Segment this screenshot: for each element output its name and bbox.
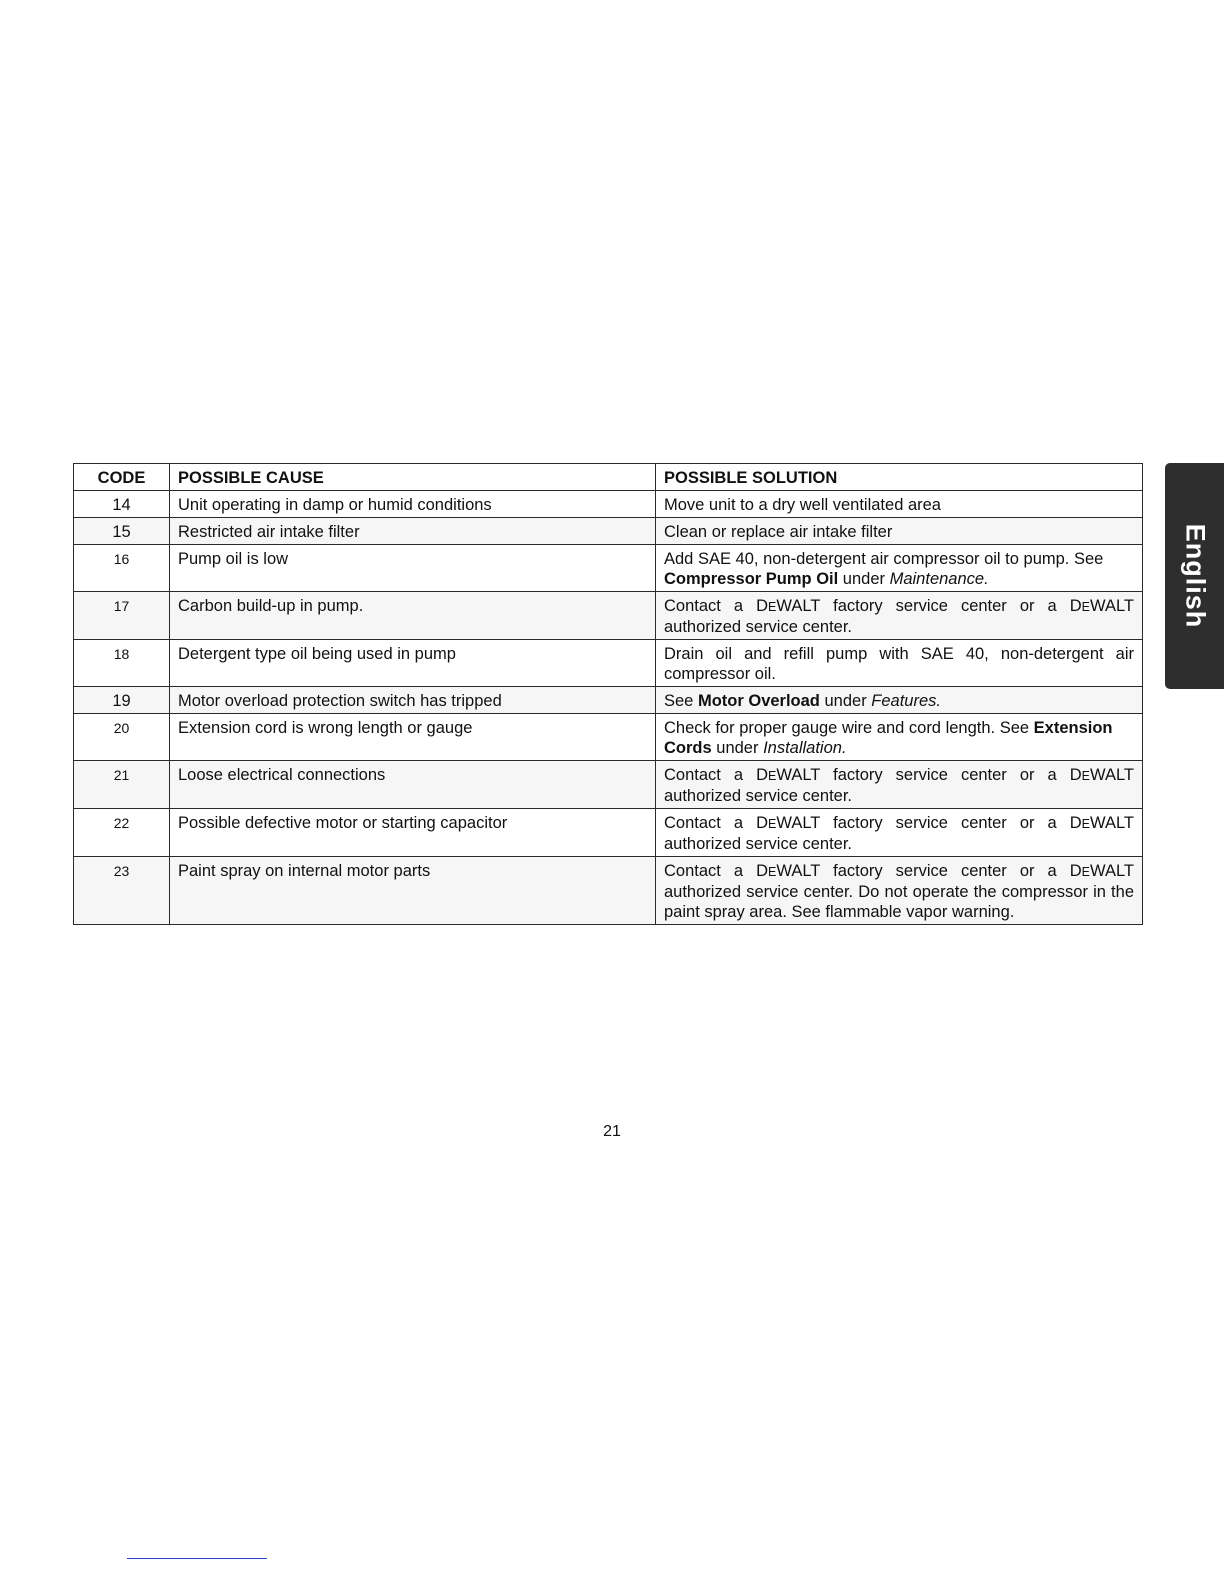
brand-small-cap: E: [1081, 817, 1091, 831]
cause-cell: Extension cord is wrong length or gauge: [170, 714, 656, 761]
code-cell: 17: [74, 592, 170, 640]
table-row: [74, 640, 1143, 687]
cause-cell: Possible defective motor or starting capacitor: [170, 809, 656, 857]
code-cell: 16: [74, 545, 170, 592]
table-row: [74, 592, 1143, 640]
solution-text: WALT factory service center or a D: [776, 814, 1082, 832]
solution-text: Add SAE 40, non-detergent air compressor oil to pump. See: [664, 550, 1104, 568]
solution-reference-italic: Maintenance.: [889, 570, 989, 588]
table-row: [74, 491, 1143, 518]
troubleshooting-table: [73, 463, 1143, 925]
footer-rule: [127, 1558, 267, 1559]
cause-cell: Paint spray on internal motor parts: [170, 857, 656, 925]
solution-text: WALT authorized service center.: [664, 814, 1135, 853]
header-possible-cause: POSSIBLE CAUSE: [170, 464, 656, 491]
solution-text: WALT authorized service center. Do not operate the compressor in the paint spray area. See flammable vapor warning.: [664, 862, 1135, 921]
solution-text-under: under: [824, 692, 867, 710]
table-row: [74, 857, 1143, 925]
table-row: [74, 809, 1143, 857]
solution-cell: Move unit to a dry well ventilated area: [656, 491, 1143, 518]
solution-text: Contact a D: [664, 814, 769, 832]
solution-text-under: under: [716, 739, 759, 757]
code-cell: 23: [74, 857, 170, 925]
solution-cell: [656, 545, 1143, 592]
brand-small-cap: E: [768, 769, 777, 783]
header-code: CODE: [74, 464, 170, 491]
solution-cell: Drain oil and refill pump with SAE 40, non-detergent air compressor oil.: [656, 640, 1143, 687]
language-tab: [1165, 463, 1224, 689]
solution-reference-bold: Extension Cords: [664, 719, 1113, 757]
brand-small-cap: E: [1081, 769, 1091, 783]
solution-text: Contact a D: [664, 597, 769, 615]
code-cell: 19: [74, 687, 170, 714]
solution-text: WALT factory service center or a D: [776, 766, 1082, 784]
code-cell: 18: [74, 640, 170, 687]
solution-cell: [656, 857, 1143, 925]
solution-text-under: under: [842, 570, 885, 588]
solution-text: WALT factory service center or a D: [776, 597, 1082, 615]
cause-cell: Restricted air intake filter: [170, 518, 656, 545]
solution-text: WALT authorized service center.: [664, 597, 1135, 636]
solution-text: WALT factory service center or a D: [776, 862, 1082, 880]
solution-reference-bold: Motor Overload: [697, 692, 820, 710]
cause-cell: Unit operating in damp or humid conditions: [170, 491, 656, 518]
brand-small-cap: E: [1081, 865, 1091, 879]
solution-cell: [656, 687, 1143, 714]
header-possible-solution: POSSIBLE SOLUTION: [656, 464, 1143, 491]
brand-small-cap: E: [768, 600, 777, 614]
solution-text: Contact a D: [664, 766, 769, 784]
code-cell: 15: [74, 518, 170, 545]
solution-cell: [656, 761, 1143, 809]
solution-reference-italic: Features.: [871, 692, 941, 710]
table-row: [74, 545, 1143, 592]
code-cell: 21: [74, 761, 170, 809]
language-tab-label: English: [1180, 523, 1210, 629]
code-cell: 22: [74, 809, 170, 857]
solution-text: Contact a D: [664, 862, 769, 880]
cause-cell: Motor overload protection switch has tripped: [170, 687, 656, 714]
code-cell: 20: [74, 714, 170, 761]
cause-cell: Pump oil is low: [170, 545, 656, 592]
cause-cell: Carbon build-up in pump.: [170, 592, 656, 640]
table-header-row: [74, 464, 1143, 491]
brand-small-cap: E: [768, 817, 777, 831]
table-row: [74, 761, 1143, 809]
table-row: [74, 687, 1143, 714]
code-cell: 14: [74, 491, 170, 518]
solution-cell: [656, 592, 1143, 640]
solution-text: See: [664, 692, 694, 710]
solution-cell: Clean or replace air intake filter: [656, 518, 1143, 545]
page-number: 21: [603, 1123, 621, 1140]
solution-text: Check for proper gauge wire and cord length. See: [664, 719, 1030, 737]
cause-cell: Loose electrical connections: [170, 761, 656, 809]
solution-cell: [656, 809, 1143, 857]
table-row: [74, 714, 1143, 761]
solution-reference-bold: Compressor Pump Oil: [664, 570, 839, 588]
brand-small-cap: E: [768, 865, 777, 879]
cause-cell: Detergent type oil being used in pump: [170, 640, 656, 687]
table-row: [74, 518, 1143, 545]
brand-small-cap: E: [1081, 600, 1091, 614]
solution-cell: [656, 714, 1143, 761]
solution-text: WALT authorized service center.: [664, 766, 1135, 805]
solution-reference-italic: Installation.: [763, 739, 847, 757]
